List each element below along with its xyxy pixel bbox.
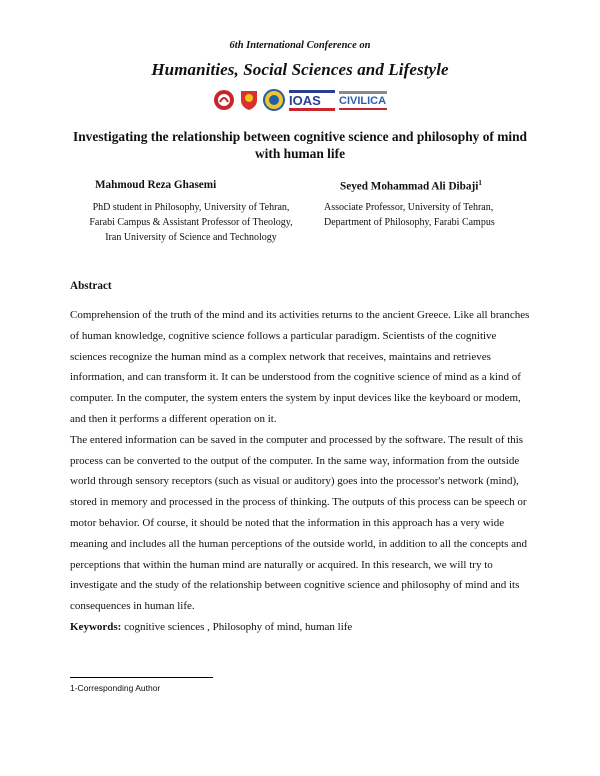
keywords-label: Keywords: [70, 620, 122, 633]
keywords-line [70, 617, 532, 638]
abstract-paragraph: Comprehension of the truth of the mind and its activities returns to the ancient Greece. Like all branches of human knowledge, cognitive science follows a particular paradigm. Scientists of the cognitive sciences recognize the human mind as a complex network that receives, maintains and retrieves information, and can transform it. It can be understood from the cognitive science of mind as a kind of computer. In the computer, the system enters the system by input devices like the keyboard or modem, and then it performs a different operation on it. [70, 309, 530, 425]
affiliation-line: Associate Professor, University of Tehran, [324, 202, 494, 213]
keywords-text: cognitive sciences , Philosophy of mind, human life [121, 620, 353, 633]
author-2-name-text: Seyed Mohammad Ali Dibaji [340, 180, 479, 193]
conference-edition: 6th International Conference on [229, 40, 371, 51]
red-shield-emblem-icon [239, 89, 259, 111]
affiliation-line: Farabi Campus & Assistant Professor of Theology, [89, 217, 293, 228]
conference-name: Humanities, Social Sciences and Lifestyle [151, 60, 449, 79]
affiliation-line: Iran University of Science and Technology [105, 232, 277, 243]
abstract-body [70, 305, 532, 638]
round-seal-emblem-icon [263, 89, 285, 111]
ioas-wordmark: IOAS [289, 92, 321, 108]
abstract-paragraph: The entered information can be saved in the computer and processed by the software. The result of this process can be converted to the output of the computer. In the same way, information from the outside world through sensory receptors (such as visual or auditory) goes into the processor's network (mind), stored in memory and processed in the process of thinking. The outputs of this process can be speech or motor behavior. Of course, it should be noted that the information in this approach has a very wide meaning and includes all the human perceptions of the outside world, in addition to all the concepts and perceptions that within the human mind are naturally or acquired. In this research, we will try to investigate and the study of the relationship between cognitive science and philosophy of mind and its consequences in human life. [70, 433, 527, 613]
ioas-logo-icon [289, 89, 335, 111]
sponsor-logos [213, 87, 389, 113]
author-1-affiliation [76, 200, 306, 245]
affiliation-line: Department of Philosophy, Farabi Campus [324, 217, 495, 228]
civilica-wordmark: CIVILICA [339, 94, 387, 107]
civilica-logo-icon [339, 89, 387, 111]
affiliation-line: PhD student in Philosophy, University of Tehran, [92, 202, 290, 213]
abstract-heading: Abstract [70, 280, 112, 292]
author-2-footnote-marker: 1 [478, 179, 482, 187]
author-2-name [340, 179, 482, 193]
author-1-name: Mahmoud Reza Ghasemi [95, 179, 217, 191]
footnote-divider [70, 677, 213, 678]
footnote: 1-Corresponding Author [70, 683, 161, 693]
red-circular-emblem-icon [213, 89, 235, 111]
paper-title: Investigating the relationship between cognitive science and philosophy of mind with human life [73, 129, 527, 161]
author-2-affiliation [324, 200, 524, 230]
